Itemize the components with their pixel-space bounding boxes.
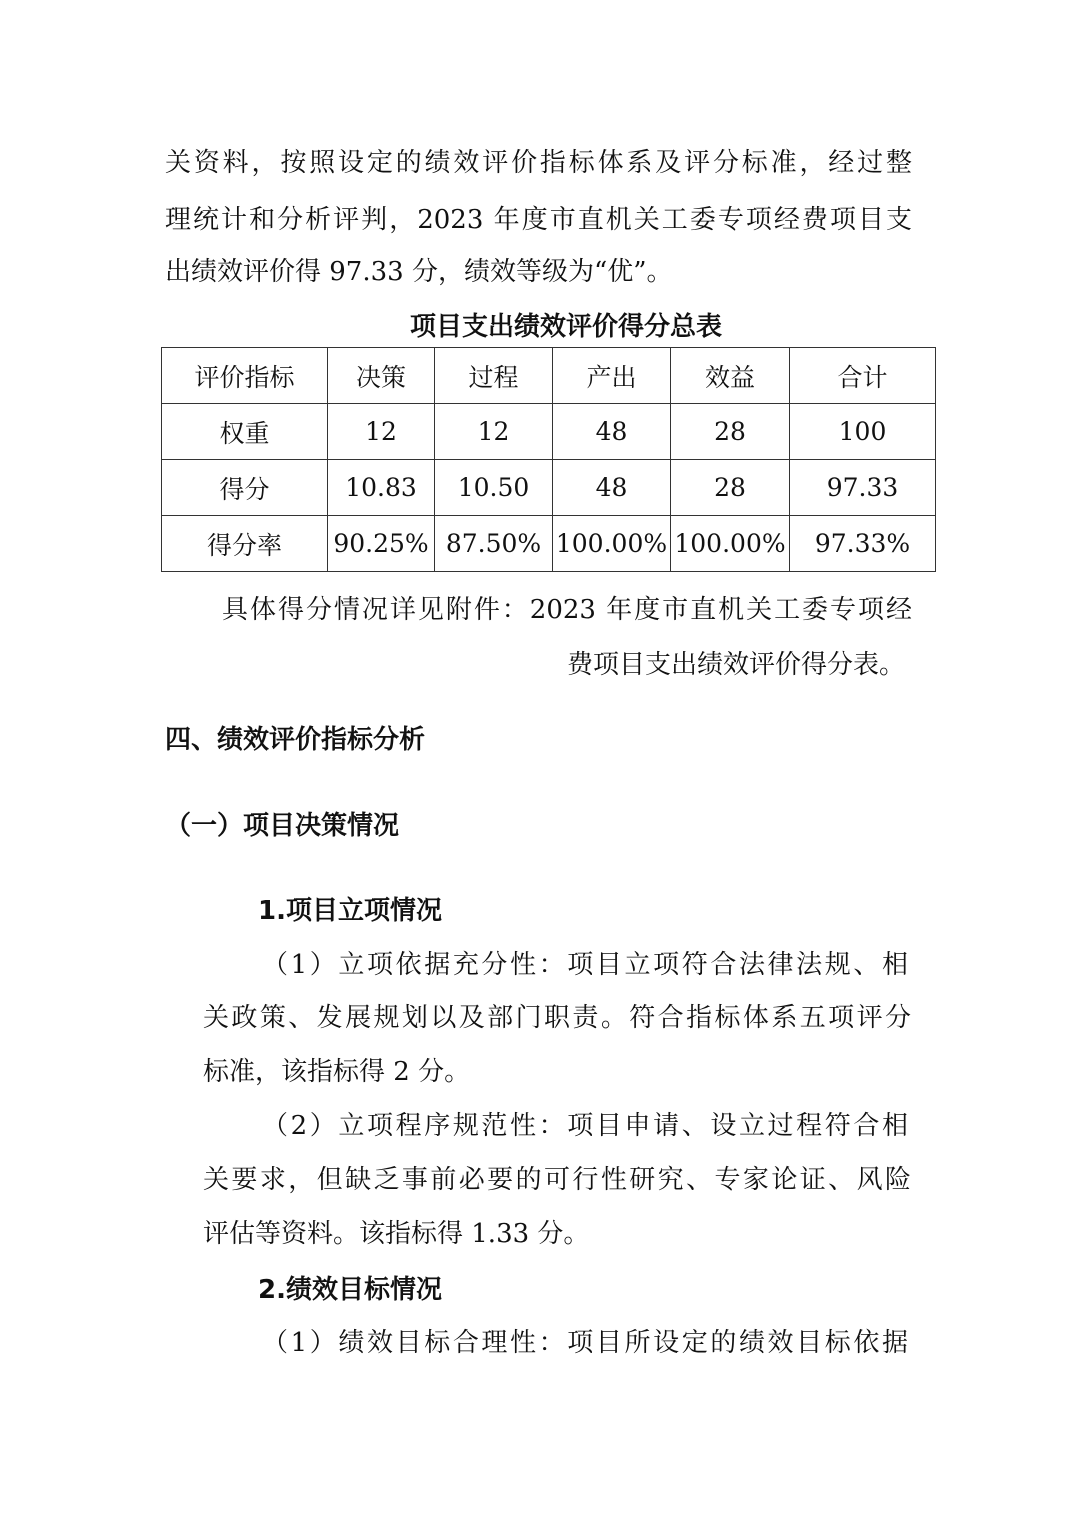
- table-cell: 10.50: [435, 460, 553, 516]
- table-cell: 权重: [162, 404, 328, 460]
- score-summary-table: [161, 347, 936, 572]
- table-cell: 97.33: [790, 460, 936, 516]
- paragraph-line: 评估等资料。该指标得 1.33 分。: [203, 1219, 590, 1249]
- paragraph-line: （1）绩效目标合理性：项目所设定的绩效目标依据: [262, 1328, 908, 1358]
- table-cell: 12: [435, 404, 553, 460]
- table-cell: 97.33%: [790, 516, 936, 572]
- table-cell: 48: [553, 460, 671, 516]
- table-cell: 过程: [435, 348, 553, 404]
- paragraph-line: 出绩效评价得 97.33 分，绩效等级为“优”。: [165, 257, 673, 287]
- table-cell: 产出: [553, 348, 671, 404]
- table-cell: 48: [553, 404, 671, 460]
- table-cell: 合计: [790, 348, 936, 404]
- table-cell: 28: [671, 404, 790, 460]
- paragraph-line: 关要求，但缺乏事前必要的可行性研究、专家论证、风险: [203, 1165, 911, 1195]
- paragraph-line: 理统计和分析评判，2023 年度市直机关工委专项经费项目支: [165, 205, 912, 235]
- paragraph-line: 关政策、发展规划以及部门职责。符合指标体系五项评分: [203, 1003, 911, 1033]
- table-header-row: [162, 348, 936, 404]
- table-row: [162, 460, 936, 516]
- note-line: 具体得分情况详见附件：2023 年度市直机关工委专项经: [222, 595, 912, 625]
- table-cell: 28: [671, 460, 790, 516]
- table-cell: 得分率: [162, 516, 328, 572]
- paragraph-line: （2）立项程序规范性：项目申请、设立过程符合相: [262, 1111, 908, 1141]
- section-heading: 四、绩效评价指标分析: [165, 725, 426, 755]
- table-cell: 100.00%: [553, 516, 671, 572]
- paragraph-line: 标准，该指标得 2 分。: [203, 1057, 471, 1087]
- table-row: [162, 516, 936, 572]
- item-heading: 2.绩效目标情况: [258, 1275, 442, 1305]
- table-cell: 评价指标: [162, 348, 328, 404]
- paragraph-line: 关资料，按照设定的绩效评价指标体系及评分标准，经过整: [165, 148, 912, 178]
- table-cell: 90.25%: [328, 516, 435, 572]
- table-title: 项目支出绩效评价得分总表: [409, 312, 722, 342]
- table-cell: 12: [328, 404, 435, 460]
- paragraph-line: （1）立项依据充分性：项目立项符合法律法规、相: [262, 950, 908, 980]
- subsection-heading: （一）项目决策情况: [165, 811, 400, 841]
- table-cell: 得分: [162, 460, 328, 516]
- table-row: [162, 404, 936, 460]
- item-heading: 1.项目立项情况: [258, 896, 442, 926]
- note-line: 费项目支出绩效评价得分表。: [566, 650, 905, 680]
- table-cell: 100.00%: [671, 516, 790, 572]
- table-cell: 效益: [671, 348, 790, 404]
- table-cell: 决策: [328, 348, 435, 404]
- table-cell: 10.83: [328, 460, 435, 516]
- table-cell: 100: [790, 404, 936, 460]
- table-cell: 87.50%: [435, 516, 553, 572]
